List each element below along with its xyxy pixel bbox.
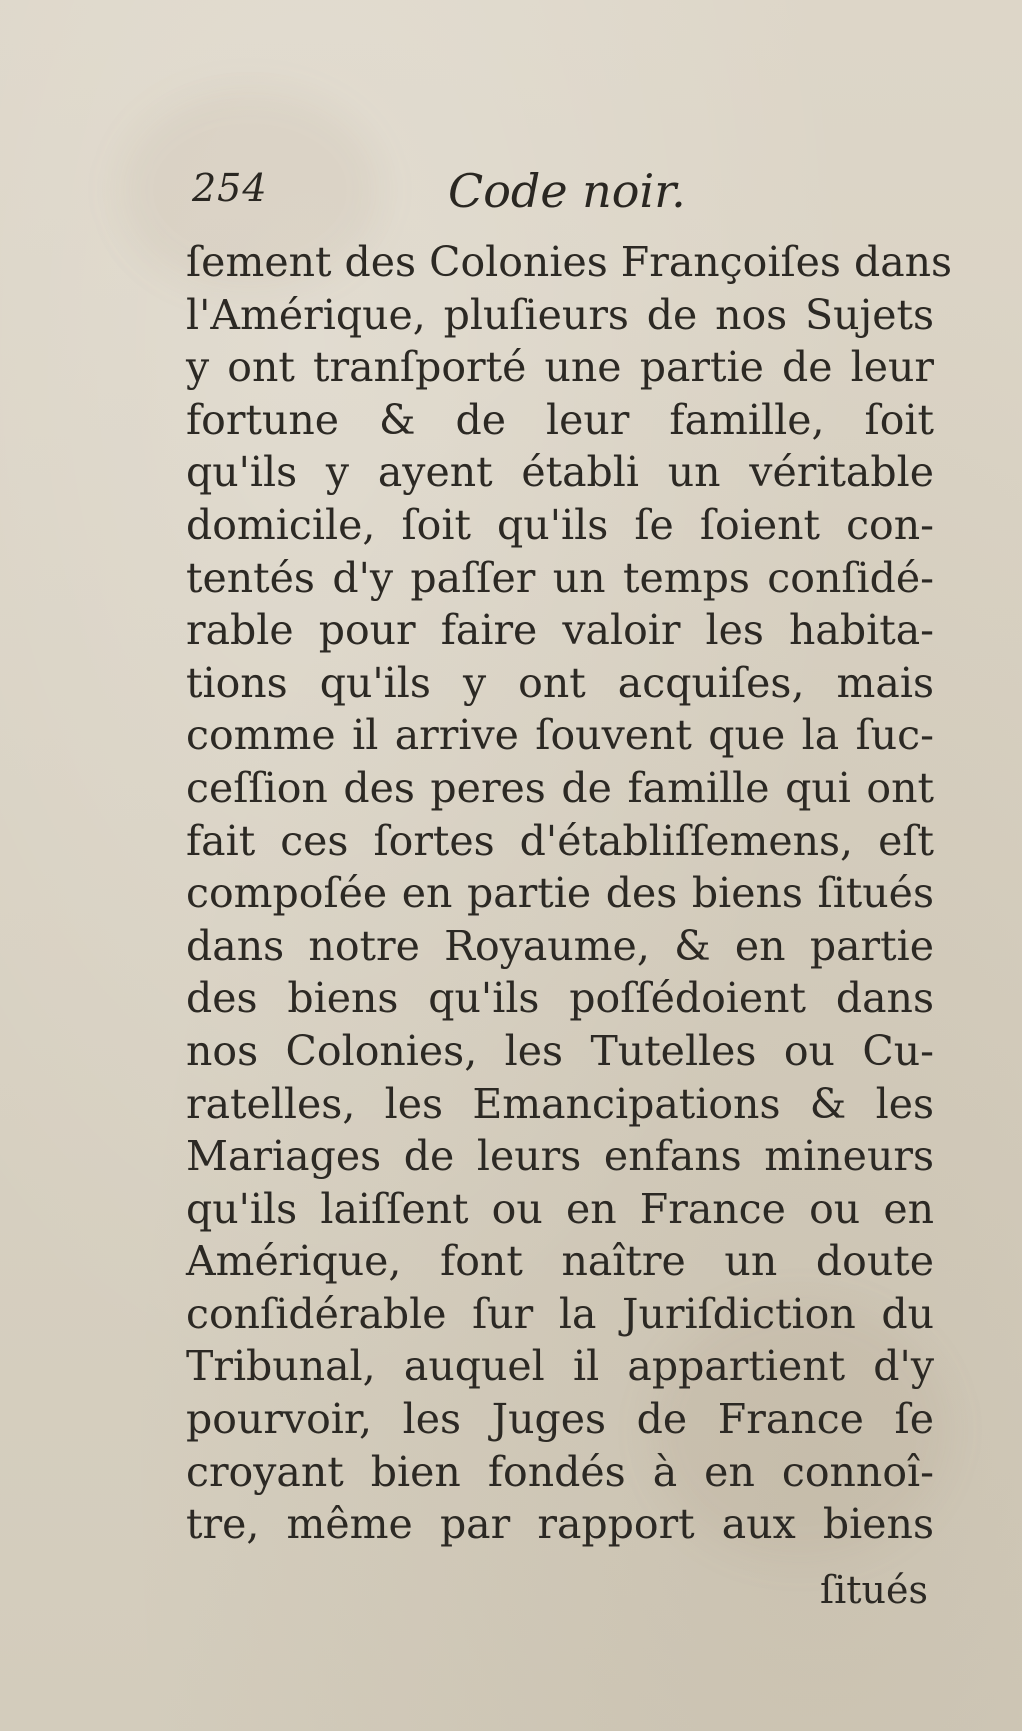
text-line: nos Colonies, les Tutelles ou Cu- (186, 1026, 934, 1075)
text-line: ceſſion des peres de famille qui ont (186, 763, 934, 812)
text-line: Mariages de leurs enfans mineurs (186, 1132, 934, 1181)
text-line: domicile, ſoit qu'ils ſe ſoient con- (186, 500, 934, 549)
text-line: tentés d'y paſſer un temps conſidé- (186, 553, 934, 602)
page-header (186, 158, 946, 228)
text-line: Amérique, font naître un doute (186, 1237, 934, 1286)
text-line: dans notre Royaume, & en partie (186, 921, 934, 970)
text-line: fortune & de leur famille, ſoit (186, 395, 934, 444)
text-line: croyant bien fondés à en connoî- (186, 1447, 934, 1496)
page-number: 254 (192, 166, 268, 210)
text-line: qu'ils laiſſent ou en France ou en (186, 1184, 934, 1233)
text-line: Tribunal, auquel il appartient d'y (186, 1342, 934, 1391)
text-line: conſidérable ſur la Juriſdiction du (186, 1289, 934, 1338)
text-line: tions qu'ils y ont acquiſes, mais (186, 658, 934, 707)
text-line: y ont tranſporté une partie de leur (186, 343, 934, 392)
text-line: tre, même par rapport aux biens (186, 1500, 934, 1549)
text-line: qu'ils y ayent établi un véritable (186, 448, 934, 497)
text-line: compoſée en partie des biens ſitués (186, 869, 934, 918)
text-line: ratelles, les Emancipations & les (186, 1079, 934, 1128)
text-line: des biens qu'ils poſſédoient dans (186, 974, 934, 1023)
catchword: ſitués (820, 1568, 928, 1612)
body-text (186, 236, 953, 1551)
text-line: ſement des Colonies Françoiſes dans (186, 238, 953, 286)
text-line: fait ces ſortes d'établiſſemens, eſt (186, 816, 934, 865)
running-title: Code noir. (448, 164, 686, 218)
text-line: comme il arrive ſouvent que la ſuc- (186, 711, 934, 760)
text-line: rable pour faire valoir les habita- (186, 606, 934, 655)
text-line: l'Amérique, pluſieurs de nos Sujets (186, 290, 934, 339)
text-line: pourvoir, les Juges de France ſe (186, 1395, 934, 1444)
